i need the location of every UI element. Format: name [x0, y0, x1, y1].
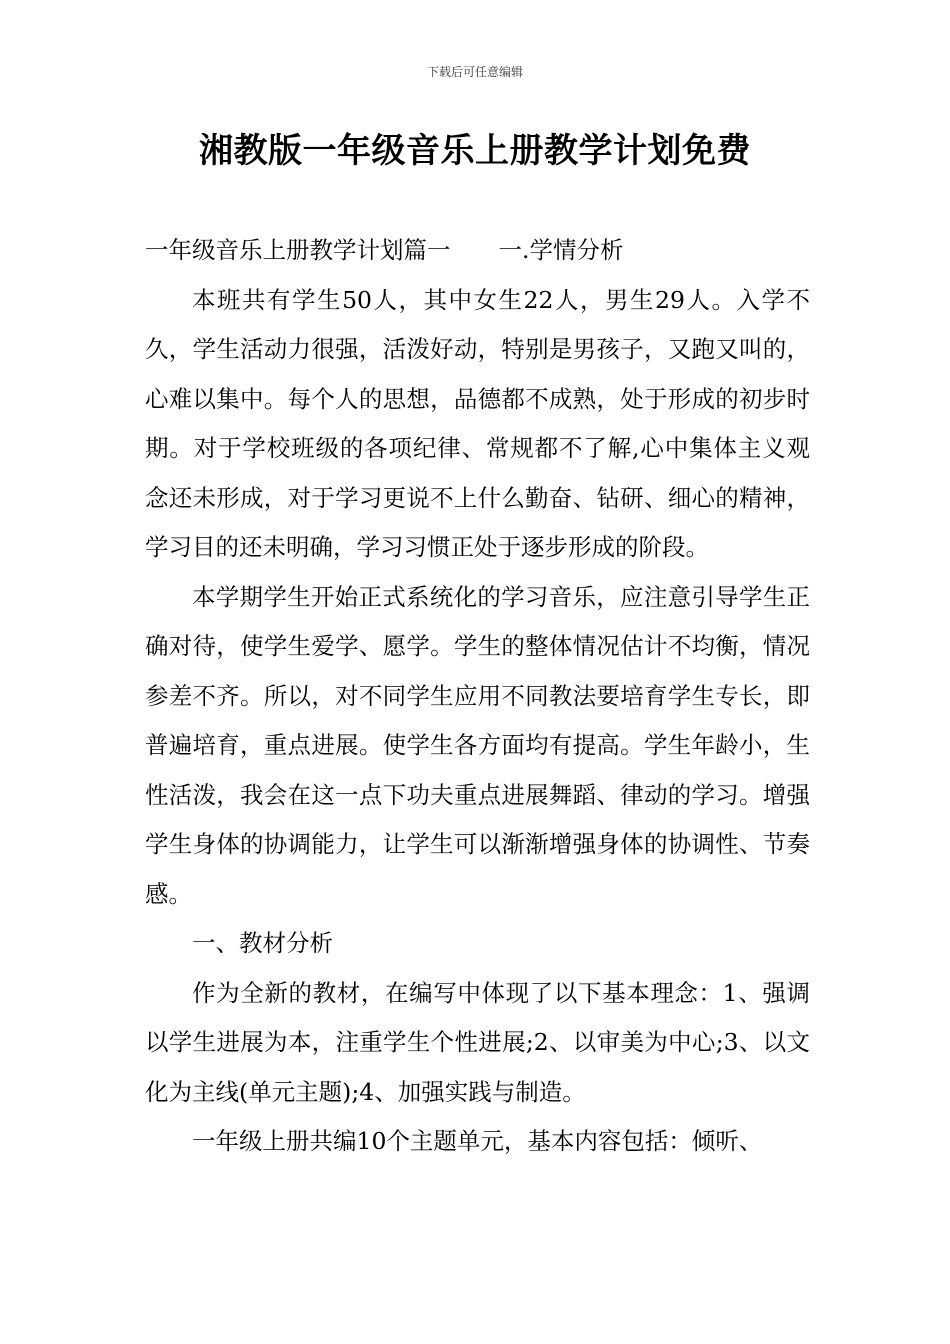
intro-section-heading: 一.学情分析	[498, 236, 624, 264]
document-body	[145, 226, 810, 1167]
paragraph-units: 一年级上册共编10个主题单元，基本内容包括：倾听、	[192, 1127, 763, 1155]
document-title: 湘教版一年级音乐上册教学计划免费	[199, 131, 751, 171]
paragraph-class-situation: 本班共有学生50人，其中女生22人，男生29人。入学不久，学生活动力很强，活泼好动，特别是男孩子，又跑又叫的，心难以集中。每个人的思想，品德都不成熟，处于形成的初步时期。对于学校班级的各项纪律、常规都不了解,心中集体主义观念还未形成，对于学习更说不上什么勤奋、钻研、细心的精神，学习目的还未明确，学习习惯正处于逐步形成的阶段。	[145, 285, 810, 561]
intro-lead: 一年级音乐上册教学计划篇一	[145, 236, 451, 264]
paragraph-semester-plan: 本学期学生开始正式系统化的学习音乐，应注意引导学生正确对待，使学生爱学、愿学。学生的整体情况估计不均衡，情况参差不齐。所以，对不同学生应用不同教法要培育学生专长，即普遍培育，重点进展。使学生各方面均有提高。学生年龄小，生性活泼，我会在这一点下功夫重点进展舞蹈、律动的学习。增强学生身体的协调能力，让学生可以渐渐增强身体的协调性、节奏感。	[145, 582, 810, 908]
intro-line	[145, 226, 810, 276]
paragraph-textbook-concepts: 作为全新的教材，在编写中体现了以下基本理念：1、强调以学生进展为本，注重学生个性进展;2、以审美为中心;3、以文化为主线(单元主题);4、加强实践与制造。	[145, 978, 810, 1106]
section-heading-textbook-analysis: 一、教材分析	[192, 929, 333, 957]
header-note: 下载后可任意编辑	[426, 65, 523, 79]
